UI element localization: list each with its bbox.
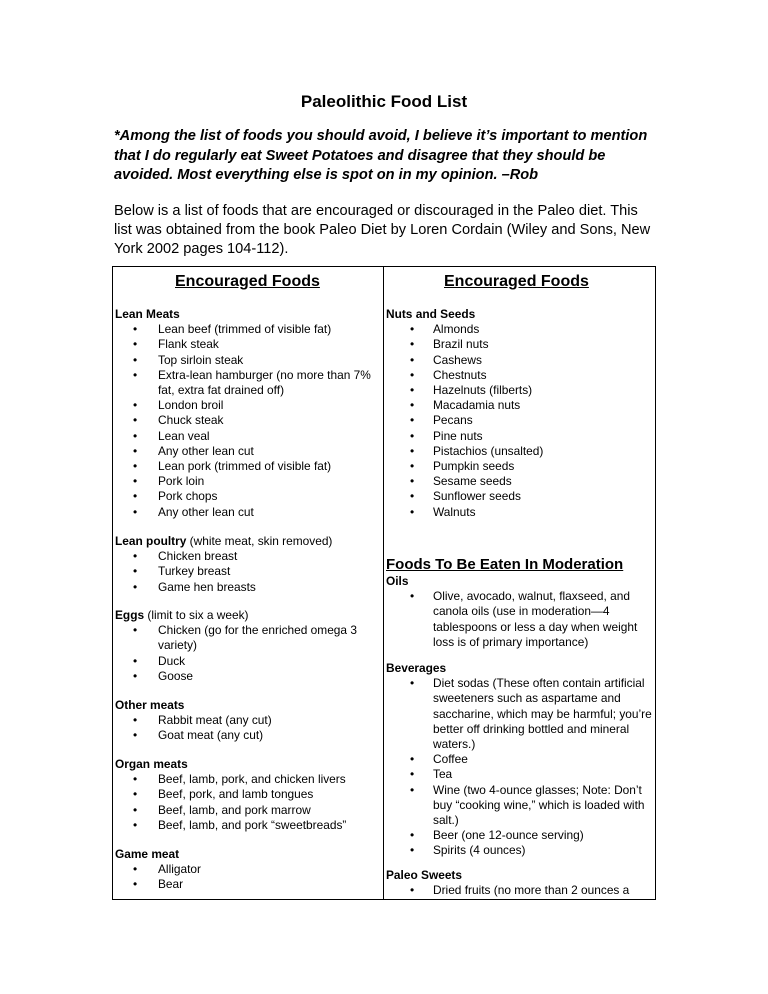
food-item: • Beef, lamb, pork, and chicken livers xyxy=(115,772,381,787)
section-moderation xyxy=(386,556,654,574)
food-item: • Coffee xyxy=(386,752,654,767)
food-item: • Lean beef (trimmed of visible fat) xyxy=(115,322,381,337)
food-list xyxy=(386,589,654,650)
food-table xyxy=(112,266,656,900)
section-title: Oils xyxy=(386,574,409,588)
food-item: • Spirits (4 ounces) xyxy=(386,843,654,858)
food-list xyxy=(115,772,381,833)
food-item: • Chestnuts xyxy=(386,368,654,383)
food-list xyxy=(115,623,381,684)
moderation-heading: Foods To Be Eaten In Moderation xyxy=(386,556,624,573)
section-title: Nuts and Seeds xyxy=(386,307,476,321)
food-item: • Turkey breast xyxy=(115,564,381,579)
food-item: • Pine nuts xyxy=(386,429,654,444)
page-title: Paleolithic Food List xyxy=(300,92,468,111)
food-item: • Chuck steak xyxy=(115,413,381,428)
section-oils xyxy=(386,574,654,650)
food-item: • Any other lean cut xyxy=(115,505,381,520)
food-item: • Macadamia nuts xyxy=(386,398,654,413)
left-column-heading: Encouraged Foods xyxy=(175,273,320,290)
food-list xyxy=(386,676,654,858)
food-item: • Pumpkin seeds xyxy=(386,459,654,474)
author-note: *Among the list of foods you should avoid, I believe it’s important to mention that I do regularly eat Sweet Potatoes and disagree that they should be avoided. Most everything else is spot on in my opinion. –Rob xyxy=(114,128,648,184)
section-lean-poultry xyxy=(115,534,381,595)
food-item: • Duck xyxy=(115,654,381,669)
food-item: • Pistachios (unsalted) xyxy=(386,444,654,459)
food-item: • Dried fruits (no more than 2 ounces a xyxy=(386,883,654,898)
section-title: Lean poultry (white meat, skin removed) xyxy=(115,534,333,548)
intro-paragraph: Below is a list of foods that are encouraged or discouraged in the Paleo diet. This list was obtained from the book Paleo Diet by Loren Cordain (Wiley and Sons, New York 2002 pages 104-112). xyxy=(114,203,651,257)
food-item: • Beef, lamb, and pork “sweetbreads” xyxy=(115,818,381,833)
food-item: • Sesame seeds xyxy=(386,474,654,489)
food-item: • Chicken breast xyxy=(115,549,381,564)
food-list xyxy=(115,549,381,595)
food-item: • Diet sodas (These often contain artificial sweeteners such as aspartame and saccharine, which may be harmful; you’re better off drinking bottled and mineral waters.) xyxy=(386,676,654,752)
food-item: • Beer (one 12-ounce serving) xyxy=(386,828,654,843)
food-list xyxy=(386,322,654,520)
section-title: Other meats xyxy=(115,698,185,712)
section-lean-meats xyxy=(115,307,381,520)
food-item: • Lean veal xyxy=(115,429,381,444)
section-game-meat xyxy=(115,847,381,893)
food-list xyxy=(115,322,381,520)
food-list xyxy=(386,883,654,898)
section-title: Eggs (limit to six a week) xyxy=(115,608,249,622)
section-title: Beverages xyxy=(386,661,447,675)
food-item: • Wine (two 4-ounce glasses; Note: Don’t buy “cooking wine,” which is loaded with salt.) xyxy=(386,783,654,829)
food-list xyxy=(115,713,381,743)
section-title: Game meat xyxy=(115,847,180,861)
right-column-heading: Encouraged Foods xyxy=(444,273,589,290)
section-title: Organ meats xyxy=(115,757,188,771)
food-item: • Goose xyxy=(115,669,381,684)
column-divider xyxy=(383,267,384,899)
food-item: • Extra-lean hamburger (no more than 7% fat, extra fat drained off) xyxy=(115,368,381,398)
food-list xyxy=(115,862,381,892)
food-item: • Bear xyxy=(115,877,381,892)
food-item: • Pork chops xyxy=(115,489,381,504)
food-item: • Hazelnuts (filberts) xyxy=(386,383,654,398)
section-other-meats xyxy=(115,698,381,744)
food-item: • Alligator xyxy=(115,862,381,877)
food-item: • London broil xyxy=(115,398,381,413)
food-item: • Sunflower seeds xyxy=(386,489,654,504)
food-item: • Flank steak xyxy=(115,337,381,352)
food-item: • Chicken (go for the enriched omega 3 variety) xyxy=(115,623,381,653)
food-item: • Walnuts xyxy=(386,505,654,520)
section-beverages xyxy=(386,661,654,859)
food-item: • Top sirloin steak xyxy=(115,353,381,368)
section-organ-meats xyxy=(115,757,381,833)
food-item: • Game hen breasts xyxy=(115,580,381,595)
food-item: • Any other lean cut xyxy=(115,444,381,459)
food-item: • Pecans xyxy=(386,413,654,428)
food-item: • Beef, pork, and lamb tongues xyxy=(115,787,381,802)
food-item: • Cashews xyxy=(386,353,654,368)
section-paleo-sweets xyxy=(386,868,654,898)
food-item: • Goat meat (any cut) xyxy=(115,728,381,743)
food-item: • Brazil nuts xyxy=(386,337,654,352)
section-eggs xyxy=(115,608,381,684)
section-nuts-and-seeds xyxy=(386,307,654,520)
food-item: • Lean pork (trimmed of visible fat) xyxy=(115,459,381,474)
section-title: Paleo Sweets xyxy=(386,868,463,882)
food-item: • Olive, avocado, walnut, flaxseed, and canola oils (use in moderation—4 tablespoons or less a day when weight loss is of primary importance) xyxy=(386,589,654,650)
section-title: Lean Meats xyxy=(115,307,180,321)
food-item: • Rabbit meat (any cut) xyxy=(115,713,381,728)
food-item: • Pork loin xyxy=(115,474,381,489)
food-item: • Beef, lamb, and pork marrow xyxy=(115,803,381,818)
food-item: • Almonds xyxy=(386,322,654,337)
food-item: • Tea xyxy=(386,767,654,782)
